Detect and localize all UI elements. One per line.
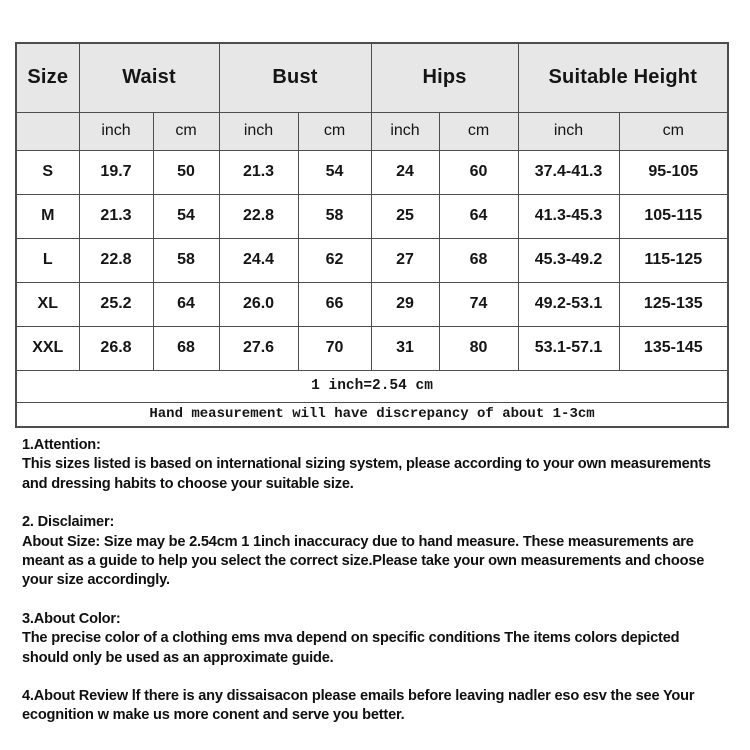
unit-header-waist-inch: inch	[79, 112, 153, 150]
header-waist: Waist	[79, 43, 219, 112]
value-cell: 58	[298, 194, 371, 238]
header-hips: Hips	[371, 43, 518, 112]
value-cell: 115-125	[619, 238, 728, 282]
group-header-row	[16, 43, 728, 112]
value-cell: 24	[371, 150, 439, 194]
value-cell: 37.4-41.3	[518, 150, 619, 194]
value-cell: 125-135	[619, 282, 728, 326]
value-cell: 68	[153, 326, 219, 370]
value-cell: 25	[371, 194, 439, 238]
note-body: About Size: Size may be 2.54cm 1 1inch inaccuracy due to hand measure. These measurements are meant as a guide to help you select the correct size.Please take your own measurements and choose your size accordingly.	[22, 533, 705, 589]
size-cell: XL	[16, 282, 79, 326]
value-cell: 21.3	[79, 194, 153, 238]
value-cell: 41.3-45.3	[518, 194, 619, 238]
note-heading: 3.About Color:	[22, 610, 121, 627]
unit-header-hips-cm: cm	[439, 112, 518, 150]
value-cell: 45.3-49.2	[518, 238, 619, 282]
unit-header-height-inch: inch	[518, 112, 619, 150]
footnote-row-hand-measurement	[16, 402, 728, 427]
value-cell: 22.8	[219, 194, 298, 238]
value-cell: 25.2	[79, 282, 153, 326]
unit-header-bust-inch: inch	[219, 112, 298, 150]
unit-header-waist-cm: cm	[153, 112, 219, 150]
value-cell: 70	[298, 326, 371, 370]
table-row-m	[16, 194, 728, 238]
size-cell: XXL	[16, 326, 79, 370]
header-suitable-height: Suitable Height	[518, 43, 728, 112]
value-cell: 21.3	[219, 150, 298, 194]
value-cell: 80	[439, 326, 518, 370]
note-body: The precise color of a clothing ems mva depend on specific conditions The items colors depicted should only be used as an approximate guide.	[22, 630, 680, 666]
value-cell: 27.6	[219, 326, 298, 370]
value-cell: 19.7	[79, 150, 153, 194]
table-row-xl	[16, 282, 728, 326]
footnote-row-inch-conversion	[16, 370, 728, 402]
value-cell: 74	[439, 282, 518, 326]
value-cell: 26.0	[219, 282, 298, 326]
value-cell: 31	[371, 326, 439, 370]
value-cell: 53.1-57.1	[518, 326, 619, 370]
note-about-review	[22, 687, 728, 726]
note-heading: 2. Disclaimer:	[22, 514, 115, 531]
value-cell: 26.8	[79, 326, 153, 370]
header-bust: Bust	[219, 43, 371, 112]
value-cell: 62	[298, 238, 371, 282]
note-body: 4.About Review lf there is any dissaisacon please emails before leaving nadler eso esv the see Your ecognition w make us more conent and serve you better.	[22, 688, 695, 724]
value-cell: 24.4	[219, 238, 298, 282]
unit-header-empty-cell	[16, 112, 79, 150]
value-cell: 68	[439, 238, 518, 282]
value-cell: 50	[153, 150, 219, 194]
value-cell: 135-145	[619, 326, 728, 370]
note-body: This sizes listed is based on international sizing system, please according to your own measurements and dressing habits to choose your suitable size.	[22, 456, 711, 492]
value-cell: 58	[153, 238, 219, 282]
size-cell: M	[16, 194, 79, 238]
size-cell: L	[16, 238, 79, 282]
value-cell: 54	[153, 194, 219, 238]
value-cell: 95-105	[619, 150, 728, 194]
unit-header-height-cm: cm	[619, 112, 728, 150]
value-cell: 105-115	[619, 194, 728, 238]
value-cell: 22.8	[79, 238, 153, 282]
value-cell: 29	[371, 282, 439, 326]
table-row-xxl	[16, 326, 728, 370]
value-cell: 54	[298, 150, 371, 194]
footnote-cell: Hand measurement will have discrepancy of about 1-3cm	[16, 402, 728, 427]
size-chart-table	[15, 42, 729, 428]
value-cell: 49.2-53.1	[518, 282, 619, 326]
header-size: Size	[16, 43, 79, 112]
value-cell: 66	[298, 282, 371, 326]
unit-header-bust-cm: cm	[298, 112, 371, 150]
note-heading: 1.Attention:	[22, 437, 101, 453]
note-attention	[22, 436, 728, 494]
table-row-l	[16, 238, 728, 282]
unit-header-hips-inch: inch	[371, 112, 439, 150]
footnote-cell: 1 inch=2.54 cm	[16, 370, 728, 402]
value-cell: 27	[371, 238, 439, 282]
note-about-color	[22, 610, 728, 668]
unit-header-row	[16, 112, 728, 150]
value-cell: 64	[153, 282, 219, 326]
value-cell: 60	[439, 150, 518, 194]
note-disclaimer	[22, 513, 728, 591]
notes-section	[22, 436, 728, 745]
size-cell: S	[16, 150, 79, 194]
value-cell: 64	[439, 194, 518, 238]
table-row-s	[16, 150, 728, 194]
